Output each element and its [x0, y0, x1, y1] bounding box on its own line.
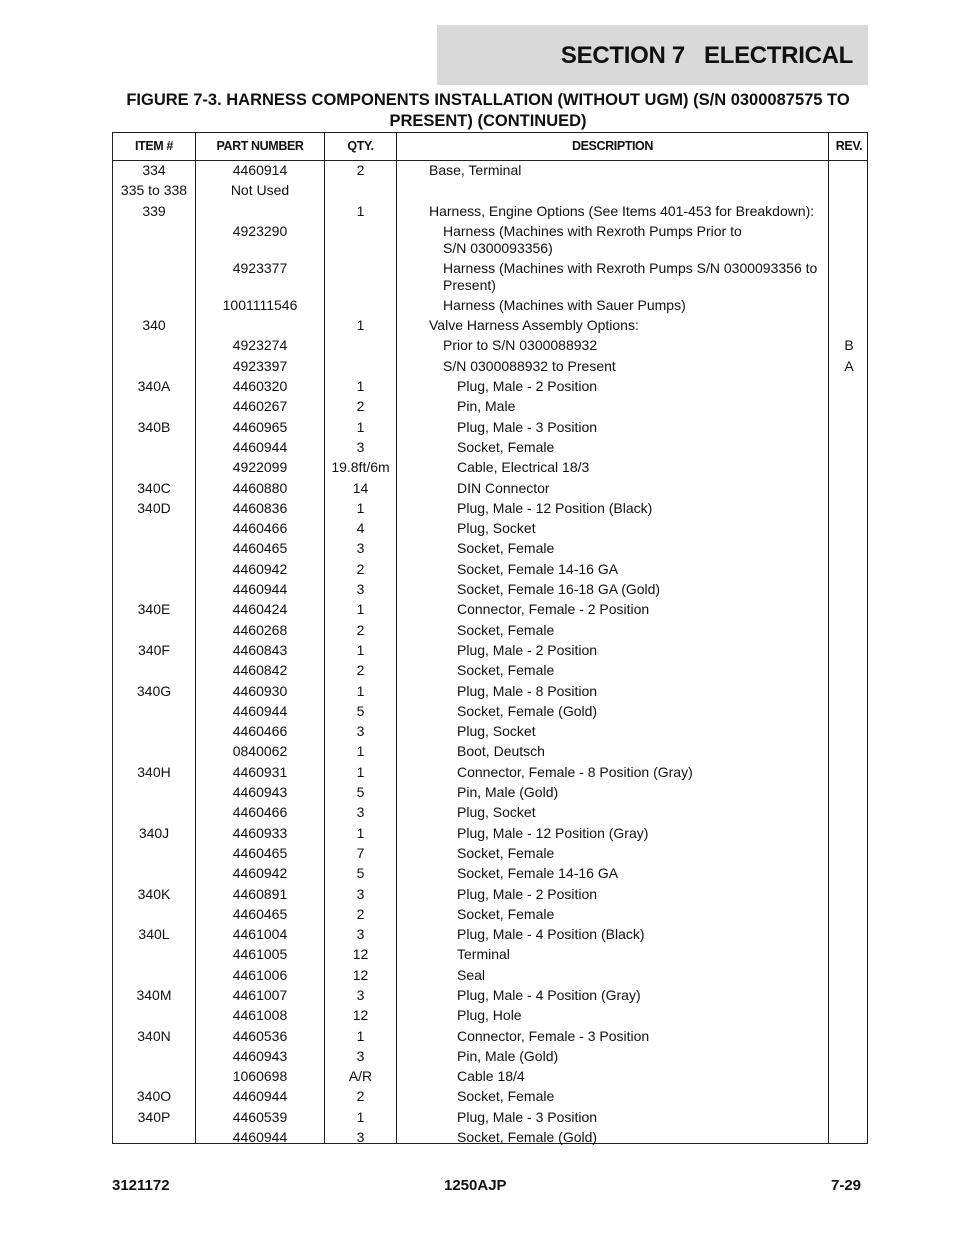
table-row — [113, 480, 867, 500]
cell-qty: 1 — [356, 763, 365, 780]
cell-description: Plug, Male - 2 Position — [457, 885, 598, 902]
cell-description: Seal — [457, 966, 486, 983]
table-row — [113, 642, 867, 662]
table-row — [113, 260, 867, 297]
cell-part-number: 4460466 — [232, 723, 288, 740]
cell-item: 340O — [136, 1088, 172, 1105]
cell-part-number: 4460267 — [232, 398, 288, 415]
cell-part-number: 4923377 — [232, 259, 288, 276]
cell-description: Plug, Male - 2 Position — [457, 378, 598, 395]
cell-qty: 1 — [356, 1027, 365, 1044]
cell-item: 340P — [137, 1108, 171, 1125]
cell-qty: 3 — [356, 926, 365, 943]
header-description: DESCRIPTION — [571, 139, 654, 153]
cell-qty: 1 — [356, 641, 365, 658]
cell-description: Plug, Male - 4 Position (Black) — [457, 926, 645, 943]
table-row — [113, 865, 867, 885]
section-header-bar — [437, 25, 868, 85]
cell-item: 339 — [142, 202, 166, 219]
footer-model: 1250AJP — [444, 1177, 507, 1194]
cell-description: Harness (Machines with Rexroth Pumps Prior to S/N 0300093356) — [443, 222, 742, 256]
table-row — [113, 1048, 867, 1068]
table-row — [113, 1088, 867, 1108]
table-row — [113, 967, 867, 987]
cell-part-number: 4460942 — [232, 560, 288, 577]
cell-part-number: 4460914 — [232, 162, 288, 178]
header-divider — [113, 160, 867, 161]
table-row — [113, 459, 867, 479]
table-row — [113, 162, 867, 182]
table-row — [113, 297, 867, 317]
cell-part-number: 1060698 — [232, 1068, 288, 1085]
cell-description: Boot, Deutsch — [457, 743, 545, 760]
cell-description: Valve Harness Assembly Options: — [429, 317, 639, 334]
cell-description: Connector, Female - 8 Position (Gray) — [457, 763, 693, 780]
cell-qty: 1 — [356, 682, 365, 699]
cell-qty: 5 — [356, 702, 365, 719]
cell-description: Plug, Socket — [457, 723, 536, 740]
cell-part-number: 1001111546 — [222, 296, 298, 313]
section-title: SECTION 7 ELECTRICAL — [560, 42, 853, 69]
cell-part-number: 4923290 — [232, 222, 288, 239]
cell-part-number: 4460539 — [232, 1108, 288, 1125]
cell-qty: 3 — [356, 1129, 365, 1146]
cell-qty: 1 — [356, 202, 365, 219]
cell-part-number: 4460944 — [232, 702, 288, 719]
cell-description: S/N 0300088932 to Present — [443, 357, 616, 374]
cell-description: Plug, Male - 8 Position — [457, 682, 598, 699]
cell-item: 340 — [142, 317, 166, 334]
cell-qty: 1 — [356, 317, 365, 334]
footer-doc-number: 3121172 — [112, 1177, 170, 1194]
cell-part-number: 4460933 — [232, 824, 288, 841]
cell-part-number: 4460943 — [232, 784, 288, 801]
cell-qty: 2 — [356, 560, 365, 577]
cell-description: Socket, Female 14-16 GA — [457, 560, 619, 577]
table-row — [113, 419, 867, 439]
table-row — [113, 1109, 867, 1129]
header-rev: REV. — [835, 139, 863, 153]
table-row — [113, 601, 867, 621]
cell-part-number: 4460965 — [232, 418, 288, 435]
cell-qty: 3 — [356, 986, 365, 1003]
cell-description: Terminal — [457, 946, 510, 963]
cell-qty: 3 — [356, 438, 365, 455]
table-row — [113, 1028, 867, 1048]
cell-part-number: 4923274 — [232, 337, 288, 354]
table-row — [113, 398, 867, 418]
cell-description: Prior to S/N 0300088932 — [443, 337, 598, 354]
cell-qty: 12 — [352, 1007, 369, 1024]
cell-qty: 1 — [356, 499, 365, 516]
table-row — [113, 520, 867, 540]
cell-part-number: 4460880 — [232, 479, 288, 496]
cell-description: Cable, Electrical 18/3 — [457, 459, 590, 476]
table-row — [113, 622, 867, 642]
table-row — [113, 662, 867, 682]
cell-item: 340D — [137, 499, 171, 516]
cell-qty: 2 — [356, 662, 365, 679]
cell-part-number: 4460465 — [232, 905, 288, 922]
cell-description: Plug, Male - 3 Position — [457, 418, 598, 435]
cell-part-number: 4460843 — [232, 641, 288, 658]
cell-part-number: 4460891 — [232, 885, 288, 902]
table-row — [113, 804, 867, 824]
cell-description: Plug, Male - 12 Position (Black) — [457, 499, 653, 516]
cell-item: 340A — [137, 378, 171, 395]
cell-qty: 2 — [356, 905, 365, 922]
table-row — [113, 845, 867, 865]
cell-description: Harness, Engine Options (See Items 401-453 for Breakdown): — [429, 202, 815, 219]
cell-part-number: 4460944 — [232, 438, 288, 455]
cell-item: 335 to 338 — [120, 182, 188, 199]
cell-rev: A — [844, 357, 854, 374]
table-row — [113, 439, 867, 459]
cell-part-number: 4460320 — [232, 378, 288, 395]
cell-item: 334 — [142, 162, 166, 178]
cell-part-number: 4922099 — [232, 459, 288, 476]
cell-qty: 1 — [356, 824, 365, 841]
cell-description: Socket, Female — [457, 438, 555, 455]
header-qty: QTY. — [347, 139, 374, 153]
table-row — [113, 317, 867, 337]
cell-description: Socket, Female — [457, 844, 555, 861]
cell-part-number: 4461004 — [232, 926, 288, 943]
table-row — [113, 784, 867, 804]
cell-qty: 1 — [356, 378, 365, 395]
cell-item: 340H — [137, 763, 171, 780]
table-row — [113, 203, 867, 223]
cell-qty: 3 — [356, 804, 365, 821]
cell-part-number: Not Used — [230, 182, 290, 199]
cell-description: Plug, Socket — [457, 804, 536, 821]
cell-part-number: 4460268 — [232, 621, 288, 638]
cell-part-number: 4460466 — [232, 804, 288, 821]
cell-qty: 1 — [356, 743, 365, 760]
cell-qty: 1 — [356, 601, 365, 618]
table-row — [113, 946, 867, 966]
cell-qty: 2 — [356, 162, 365, 178]
cell-description: Socket, Female — [457, 540, 555, 557]
cell-qty: 3 — [356, 1047, 365, 1064]
cell-description: Harness (Machines with Rexroth Pumps S/N 0300093356 to Present) — [443, 259, 818, 293]
cell-part-number: 4460842 — [232, 662, 288, 679]
cell-part-number: 4460465 — [232, 540, 288, 557]
cell-description: Plug, Male - 4 Position (Gray) — [457, 986, 641, 1003]
cell-item: 340N — [137, 1027, 171, 1044]
table-row — [113, 906, 867, 926]
cell-part-number: 4460536 — [232, 1027, 288, 1044]
cell-qty: 3 — [356, 723, 365, 740]
cell-description: Socket, Female (Gold) — [457, 702, 598, 719]
table-row — [113, 886, 867, 906]
cell-part-number: 4460424 — [232, 601, 288, 618]
cell-description: Socket, Female — [457, 1088, 555, 1105]
table-row — [113, 378, 867, 398]
table-row — [113, 743, 867, 763]
cell-part-number: 4460930 — [232, 682, 288, 699]
header-part-number: PART NUMBER — [216, 139, 304, 153]
cell-part-number: 4460943 — [232, 1047, 288, 1064]
cell-qty: 3 — [356, 581, 365, 598]
cell-description: Socket, Female 14-16 GA — [457, 865, 619, 882]
table-body — [113, 162, 867, 1149]
cell-description: Plug, Male - 2 Position — [457, 641, 598, 658]
cell-qty: 12 — [352, 966, 369, 983]
cell-description: Socket, Female — [457, 621, 555, 638]
table-row — [113, 1007, 867, 1027]
table-row — [113, 1068, 867, 1088]
header-item: ITEM # — [135, 139, 173, 153]
cell-qty: 1 — [356, 418, 365, 435]
table-row — [113, 561, 867, 581]
cell-description: Connector, Female - 2 Position — [457, 601, 650, 618]
table-row — [113, 581, 867, 601]
cell-item: 340B — [137, 418, 171, 435]
cell-qty: 4 — [356, 520, 365, 537]
cell-description: Pin, Male (Gold) — [457, 1047, 559, 1064]
footer-page-number: 7-29 — [831, 1177, 862, 1194]
table-row — [113, 223, 867, 260]
table-row — [113, 337, 867, 357]
cell-qty: 5 — [356, 784, 365, 801]
figure-title: FIGURE 7-3. HARNESS COMPONENTS INSTALLATION (WITHOUT UGM) (S/N 0300087575 TO PRESENT) (CONTINUED) — [126, 91, 850, 130]
table-row — [113, 723, 867, 743]
table-row — [113, 358, 867, 378]
cell-part-number: 4460931 — [232, 763, 288, 780]
cell-part-number: 4460944 — [232, 581, 288, 598]
cell-description: Socket, Female (Gold) — [457, 1129, 598, 1146]
cell-part-number: 0840062 — [232, 743, 288, 760]
cell-part-number: 4461005 — [232, 946, 288, 963]
cell-item: 340E — [137, 601, 171, 618]
cell-qty: 2 — [356, 1088, 365, 1105]
cell-part-number: 4460836 — [232, 499, 288, 516]
cell-part-number: 4460944 — [232, 1129, 288, 1146]
cell-description: Plug, Socket — [457, 520, 536, 537]
cell-description: Cable 18/4 — [457, 1068, 525, 1085]
cell-description: Socket, Female 16-18 GA (Gold) — [457, 581, 661, 598]
table-row — [113, 703, 867, 723]
cell-qty: 19.8ft/6m — [331, 459, 390, 476]
cell-qty: 14 — [352, 479, 369, 496]
table-row — [113, 764, 867, 784]
cell-description: Plug, Male - 12 Position (Gray) — [457, 824, 649, 841]
cell-item: 340M — [136, 986, 172, 1003]
cell-qty: 1 — [356, 1108, 365, 1125]
cell-description: Connector, Female - 3 Position — [457, 1027, 650, 1044]
cell-description: Pin, Male (Gold) — [457, 784, 559, 801]
cell-qty: A/R — [348, 1068, 373, 1085]
cell-description: Base, Terminal — [429, 162, 522, 178]
cell-part-number: 4460465 — [232, 844, 288, 861]
cell-description: Harness (Machines with Sauer Pumps) — [443, 296, 686, 313]
cell-part-number: 4460944 — [232, 1088, 288, 1105]
table-row — [113, 540, 867, 560]
cell-qty: 2 — [356, 398, 365, 415]
cell-qty: 2 — [356, 621, 365, 638]
cell-part-number: 4460942 — [232, 865, 288, 882]
cell-qty: 3 — [356, 885, 365, 902]
cell-item: 340G — [136, 682, 172, 699]
cell-part-number: 4460466 — [232, 520, 288, 537]
cell-description: Socket, Female — [457, 662, 555, 679]
cell-item: 340F — [138, 641, 170, 658]
cell-description: DIN Connector — [457, 479, 550, 496]
cell-item: 340C — [137, 479, 171, 496]
cell-description: Plug, Male - 3 Position — [457, 1108, 598, 1125]
cell-qty: 7 — [356, 844, 365, 861]
cell-rev: B — [844, 337, 854, 354]
cell-qty: 12 — [352, 946, 369, 963]
cell-description: Pin, Male — [457, 398, 516, 415]
table-row — [113, 987, 867, 1007]
cell-part-number: 4461007 — [232, 986, 288, 1003]
cell-qty: 3 — [356, 540, 365, 557]
cell-item: 340K — [137, 885, 171, 902]
table-row — [113, 683, 867, 703]
cell-qty: 5 — [356, 865, 365, 882]
cell-part-number: 4461008 — [232, 1007, 288, 1024]
cell-item: 340L — [138, 926, 170, 943]
cell-part-number: 4461006 — [232, 966, 288, 983]
cell-description: Socket, Female — [457, 905, 555, 922]
cell-item: 340J — [138, 824, 170, 841]
table-row — [113, 825, 867, 845]
table-row — [113, 1129, 867, 1149]
parts-table — [112, 132, 868, 1144]
table-row — [113, 500, 867, 520]
table-row — [113, 926, 867, 946]
cell-part-number: 4923397 — [232, 357, 288, 374]
cell-description: Plug, Hole — [457, 1007, 522, 1024]
table-row — [113, 182, 867, 202]
